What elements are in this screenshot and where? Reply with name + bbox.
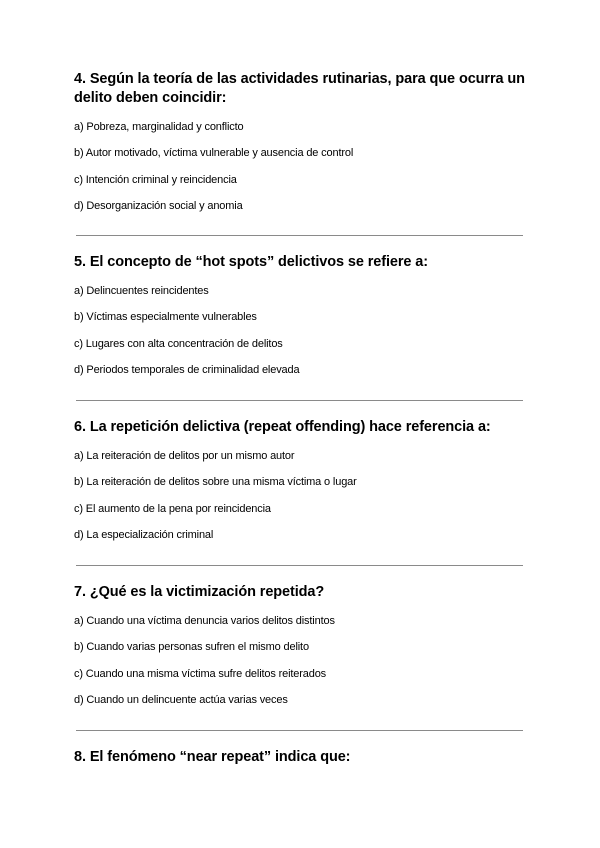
option-a: a) Pobreza, marginalidad y conflicto [74, 121, 244, 133]
question-title: 7. ¿Qué es la victimización repetida? [74, 584, 325, 600]
option-c: c) Intención criminal y reincidencia [74, 174, 237, 186]
question-5 [74, 253, 528, 376]
question-8 [74, 748, 528, 767]
question-title: 5. El concepto de “hot spots” delictivos se refiere a: [74, 254, 428, 270]
option-a: a) Cuando una víctima denuncia varios delitos distintos [74, 615, 335, 627]
question-title: 4. Según la teoría de las actividades rutinarias, para que ocurra un delito deben coincidir: [74, 71, 525, 106]
divider [76, 400, 523, 401]
divider [76, 565, 523, 566]
option-b: b) La reiteración de delitos sobre una misma víctima o lugar [74, 476, 357, 488]
question-7 [74, 583, 528, 706]
question-title: 8. El fenómeno “near repeat” indica que: [74, 749, 351, 765]
question-6 [74, 418, 528, 541]
divider [76, 235, 523, 236]
option-c: c) El aumento de la pena por reincidencia [74, 503, 271, 515]
option-d: d) Desorganización social y anomia [74, 200, 243, 212]
option-b: b) Cuando varias personas sufren el mismo delito [74, 641, 309, 653]
option-d: d) La especialización criminal [74, 529, 214, 541]
option-d: d) Periodos temporales de criminalidad elevada [74, 364, 300, 376]
option-a: a) Delincuentes reincidentes [74, 285, 209, 297]
question-title: 6. La repetición delictiva (repeat offending) hace referencia a: [74, 419, 491, 435]
option-b: b) Víctimas especialmente vulnerables [74, 311, 257, 323]
question-4 [74, 70, 528, 212]
option-c: c) Lugares con alta concentración de delitos [74, 338, 283, 350]
option-c: c) Cuando una misma víctima sufre delitos reiterados [74, 668, 327, 680]
option-a: a) La reiteración de delitos por un mismo autor [74, 450, 295, 462]
divider [76, 730, 523, 731]
option-b: b) Autor motivado, víctima vulnerable y ausencia de control [74, 147, 354, 159]
option-d: d) Cuando un delincuente actúa varias veces [74, 694, 288, 706]
